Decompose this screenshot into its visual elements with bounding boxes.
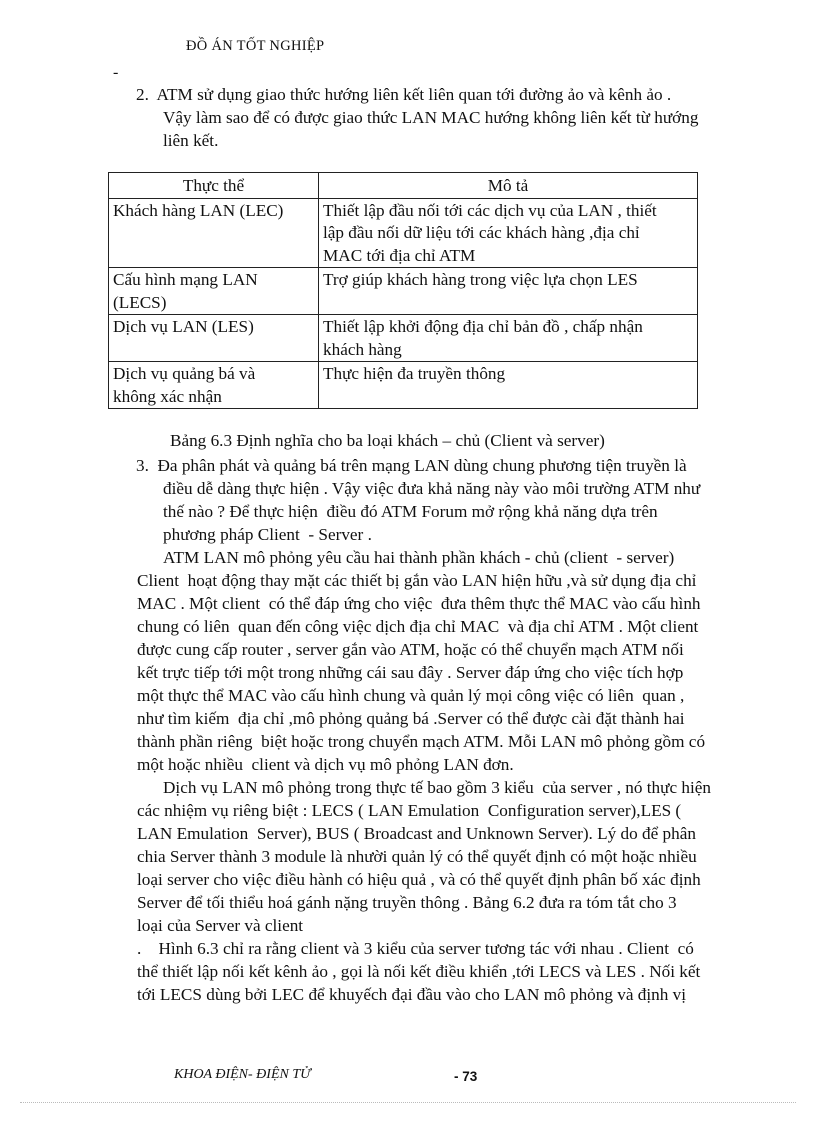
text-line: chia Server thành 3 module là nhười quản lý có thể quyết định có một hoặc nhiều <box>137 847 697 866</box>
text-line: thế nào ? Để thực hiện điều đó ATM Forum mở rộng khả năng dựa trên <box>163 502 658 521</box>
table-cell-description <box>319 362 698 409</box>
text-line: thành phần riêng biệt hoặc trong chuyển mạch ATM. Mỗi LAN mô phỏng gồm có <box>137 732 706 751</box>
text-line: loại server cho việc điều hành có hiệu quả , và có thể quyết định phân bố xác định <box>137 870 701 889</box>
bullet-marker: - <box>113 64 119 81</box>
cell-line: không xác nhận <box>113 386 222 406</box>
table-row <box>109 198 698 268</box>
table-cell-entity <box>109 198 319 268</box>
cell-line: MAC tới địa chỉ ATM <box>323 245 476 265</box>
text-line: được cung cấp router , server gắn vào ATM, hoặc có thể chuyển mạch ATM nối <box>137 640 684 659</box>
cell-line: Thiết lập khởi động địa chỉ bản đồ , chấp nhận <box>323 317 643 336</box>
cell-line: Thực hiện đa truyền thông <box>323 364 506 383</box>
text-line: chung có liên quan đến công việc dịch địa chỉ MAC và địa chỉ ATM . Một client <box>137 617 699 636</box>
column-header-description: Mô tả <box>319 173 698 199</box>
page-bottom-divider <box>20 1102 796 1103</box>
table-cell-entity <box>109 315 319 362</box>
text-line: 3. Đa phân phát và quảng bá trên mạng LAN dùng chung phương tiện truyền là <box>136 456 687 475</box>
cell-line: Dịch vụ quảng bá và <box>113 364 256 383</box>
cell-line: khách hàng <box>323 339 402 359</box>
page-header-title: ĐỒ ÁN TỐT NGHIỆP <box>186 38 325 54</box>
text-line: liên kết. <box>163 131 219 150</box>
definition-table <box>108 172 698 409</box>
text-line: như tìm kiếm địa chỉ ,mô phỏng quảng bá .Server có thể được cài đặt thành hai <box>137 709 685 728</box>
text-line: Server để tối thiểu hoá gánh nặng truyền thông . Bảng 6.2 đưa ra tóm tắt cho 3 <box>137 893 677 912</box>
table-row <box>109 362 698 409</box>
text-line: phương pháp Client - Server . <box>163 525 372 544</box>
text-line: một thực thể MAC vào cấu hình chung và quản lý mọi công việc có liên quan , <box>137 686 685 705</box>
text-line: ATM LAN mô phỏng yêu cầu hai thành phần khách - chủ (client - server) <box>163 548 675 567</box>
cell-line: Dịch vụ LAN (LES) <box>113 317 254 336</box>
table-cell-entity <box>109 362 319 409</box>
text-line: LAN Emulation Server), BUS ( Broadcast and Unknown Server). Lý do để phân <box>137 824 696 843</box>
cell-line: Cấu hình mạng LAN <box>113 270 258 289</box>
cell-line: Khách hàng LAN (LEC) <box>113 200 284 220</box>
text-line: các nhiệm vụ riêng biệt : LECS ( LAN Emulation Configuration server),LES ( <box>137 801 682 820</box>
table-cell-entity <box>109 268 319 315</box>
text-line: một hoặc nhiều client và dịch vụ mô phỏng LAN đơn. <box>137 755 514 774</box>
text-line: thể thiết lập nối kết kênh ảo , gọi là nối kết điều khiển ,tới LECS và LES . Nối kết <box>137 962 701 981</box>
column-header-entity: Thực thể <box>109 173 319 199</box>
text-line: Dịch vụ LAN mô phỏng trong thực tế bao gồm 3 kiểu của server , nó thực hiện <box>163 778 711 797</box>
table-caption: Bảng 6.3 Định nghĩa cho ba loại khách – chủ (Client và server) <box>170 431 605 450</box>
text-line: kết trực tiếp tới một trong những cái sau đây . Server đáp ứng cho việc tích hợp <box>137 663 684 682</box>
text-line: Vậy làm sao để có được giao thức LAN MAC hướng không liên kết từ hướng <box>163 108 699 127</box>
text-line: loại của Server và client <box>137 916 304 935</box>
table-cell-description <box>319 315 698 362</box>
table-cell-description <box>319 198 698 268</box>
cell-line: Trợ giúp khách hàng trong việc lựa chọn LES <box>323 270 638 289</box>
text-line: . Hình 6.3 chỉ ra rằng client và 3 kiểu của server tương tác với nhau . Client có <box>137 939 694 958</box>
text-line: 2. ATM sử dụng giao thức hướng liên kết liên quan tới đường ảo và kênh ảo . <box>136 85 672 104</box>
cell-line: lập đầu nối dữ liệu tới các khách hàng ,địa chỉ <box>323 223 640 242</box>
table-cell-description <box>319 268 698 315</box>
footer-department: KHOA ĐIỆN- ĐIỆN TỬ <box>174 1067 311 1082</box>
table-row <box>109 315 698 362</box>
page-number: - 73 <box>454 1069 478 1084</box>
cell-line: Thiết lập đầu nối tới các dịch vụ của LAN , thiết <box>323 200 657 220</box>
cell-line: (LECS) <box>113 292 167 312</box>
text-line: điều dễ dàng thực hiện . Vậy việc đưa khả năng này vào môi trường ATM như <box>163 479 701 498</box>
table-row <box>109 268 698 315</box>
text-line: tới LECS dùng bởi LEC để khuyếch đại đầu vào cho LAN mô phỏng và định vị <box>137 985 687 1004</box>
text-line: Client hoạt động thay mặt các thiết bị gắn vào LAN hiện hữu ,và sử dụng địa chỉ <box>137 571 697 590</box>
table-header-row <box>109 173 698 199</box>
text-line: MAC . Một client có thể đáp ứng cho việc đưa thêm thực thể MAC vào cấu hình <box>137 594 701 613</box>
